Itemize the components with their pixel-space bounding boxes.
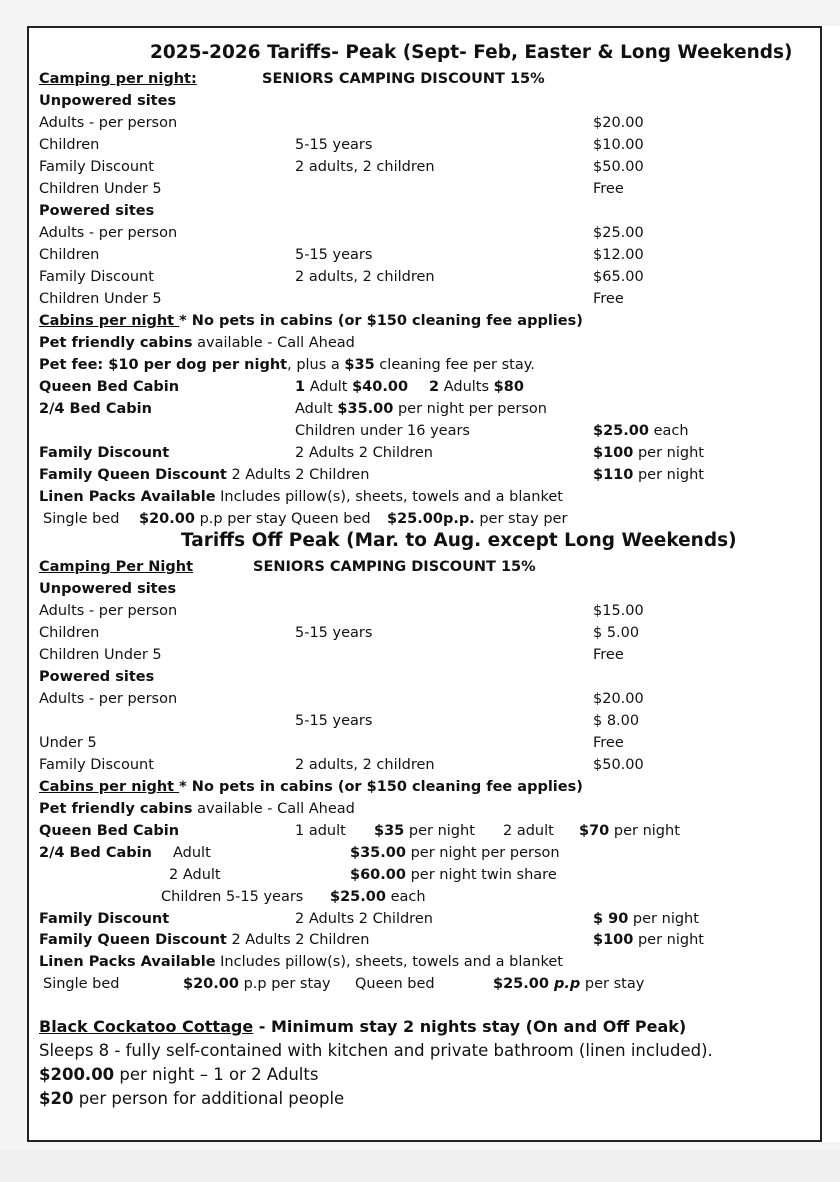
offpeak-fq-price [593, 931, 704, 949]
peak-family-detail: 2 Adults 2 Children [295, 445, 433, 461]
linen-rest: Includes pillow(s), sheets, towels and a blanket [215, 489, 563, 505]
per-night: per night [633, 445, 704, 461]
per-night: per night [628, 911, 699, 927]
detail: 5-15 years [295, 247, 373, 263]
queen-2-price: $70 [579, 823, 610, 839]
offpeak-24bed-price [350, 844, 560, 862]
twin-price: $60.00 [350, 867, 406, 883]
offpeak-family-price [593, 910, 699, 928]
list-item: Adults - per person [39, 691, 178, 707]
linen-rest: Includes pillow(s), sheets, towels and a blanket [215, 954, 563, 970]
pet-fee-mid: , plus a [287, 357, 345, 373]
list-item: Children Under 5 [39, 181, 162, 197]
linen-bold: Linen Packs Available [39, 489, 216, 505]
fq-price: $110 [593, 467, 634, 483]
per-night: per night [609, 823, 680, 839]
queen-1-price: $40.00 [352, 379, 409, 395]
offpeak-fq-line [39, 931, 369, 949]
price: $65.00 [593, 269, 644, 285]
offpeak-24bed-label: 2/4 Bed Cabin [39, 845, 152, 861]
peak-fq-price [593, 466, 704, 484]
peak-pet-friendly [39, 334, 355, 352]
offpeak-queen-label: Queen Bed Cabin [39, 823, 180, 839]
twin-rest: per night twin share [405, 867, 557, 883]
offpeak-single-bed: Single bed [43, 976, 120, 992]
per-night: per night [404, 823, 475, 839]
peak-24bed-label: 2/4 Bed Cabin [39, 401, 152, 417]
bed24-rest: per night per person [405, 845, 560, 861]
price: $10.00 [593, 137, 644, 153]
no-pets-note: * No pets in cabins (or $150 cleaning fee applies) [179, 313, 583, 329]
family-price: $ 90 [593, 911, 629, 927]
each: each [648, 423, 689, 439]
queen-bed-rest: per stay per [474, 511, 568, 527]
cottage-price-1 [39, 1066, 318, 1084]
offpeak-24bed-2adult: 2 Adult [169, 867, 221, 883]
cottage-price2-rest: per person for additional people [73, 1089, 345, 1108]
queen-1: 1 [295, 379, 306, 395]
queen-bed-price: $25.00 [493, 976, 555, 992]
pet-fee-bold: Pet fee: $10 per dog per night [39, 357, 288, 373]
queen-bed-price: $25.00p.p. [387, 511, 475, 527]
per-night: per night [633, 932, 704, 948]
list-item: Children Under 5 [39, 647, 162, 663]
offpeak-24bed-adult: Adult [173, 845, 211, 861]
tariff-document [27, 26, 822, 1142]
queen-bed-rest: per stay [580, 976, 645, 992]
peak-seniors-discount: SENIORS CAMPING DISCOUNT 15% [262, 71, 545, 87]
peak-24bed-price [295, 400, 547, 418]
list-item: Children [39, 137, 100, 153]
children16-price: $25.00 [593, 423, 649, 439]
each: each [385, 889, 426, 905]
right-margin-column [822, 26, 840, 1142]
price: Free [593, 291, 624, 307]
pet-friendly-rest: available - Call Ahead [192, 801, 355, 817]
pet-fee-rest: cleaning fee per stay. [374, 357, 535, 373]
queen-2: 2 [429, 379, 440, 395]
peak-fq-line [39, 466, 369, 484]
cottage-header [39, 1018, 686, 1036]
bed24-adult: Adult [295, 401, 338, 417]
cottage-price1-rest: per night – 1 or 2 Adults [114, 1065, 319, 1084]
bed24-price: $35.00 [350, 845, 406, 861]
peak-children16: Children under 16 years [295, 423, 470, 439]
cabins-label: Cabins per night [39, 313, 180, 329]
peak-pet-fee [39, 356, 535, 374]
detail: 5-15 years [295, 625, 373, 641]
list-item: Family Discount [39, 269, 154, 285]
price: Free [593, 735, 624, 751]
cottage-min-stay: - Minimum stay 2 nights stay (On and Off Peak) [253, 1017, 687, 1036]
peak-title: 2025-2026 Tariffs- Peak (Sept- Feb, Easter & Long Weekends) [150, 42, 793, 63]
linen-bold: Linen Packs Available [39, 954, 216, 970]
peak-queen-bed-price [387, 510, 567, 528]
bottom-shade [0, 1150, 840, 1182]
cottage-price1: $200.00 [39, 1065, 115, 1084]
price: $25.00 [593, 225, 644, 241]
offpeak-pet-friendly [39, 800, 355, 818]
queen-1-price: $35 [374, 823, 405, 839]
list-item: Family Discount [39, 757, 154, 773]
price: Free [593, 181, 624, 197]
list-item: Family Discount [39, 159, 154, 175]
price: $ 5.00 [593, 625, 640, 641]
peak-unpowered-label: Unpowered sites [39, 93, 177, 109]
price: Free [593, 647, 624, 663]
price: $ 8.00 [593, 713, 640, 729]
fq-price: $100 [593, 932, 634, 948]
queen-adults-word: Adults [439, 379, 494, 395]
list-item: Children Under 5 [39, 291, 162, 307]
single-price: $20.00 [139, 511, 195, 527]
offpeak-powered-label: Powered sites [39, 669, 155, 685]
fq-detail: 2 Adults 2 Children [226, 467, 370, 483]
offpeak-cabins-line [39, 778, 583, 796]
offpeak-24bed-twin [350, 866, 557, 884]
cabins-label: Cabins per night [39, 779, 180, 795]
offpeak-queen-2: 2 adult [503, 823, 554, 839]
price: $50.00 [593, 159, 644, 175]
offpeak-family-detail: 2 Adults 2 Children [295, 911, 433, 927]
queen-bed-pp: p.p [554, 976, 581, 992]
peak-single-bed: Single bed [43, 511, 120, 527]
offpeak-queen-1: 1 adult [295, 823, 346, 839]
list-item: Adults - per person [39, 225, 178, 241]
offpeak-queen-1-price [374, 822, 475, 840]
fq-detail: 2 Adults 2 Children [226, 932, 370, 948]
peak-linen [39, 488, 563, 506]
peak-queen-prices [295, 378, 408, 396]
detail: 5-15 years [295, 713, 373, 729]
peak-single-price [139, 510, 287, 528]
detail: 2 adults, 2 children [295, 269, 435, 285]
offpeak-queen-bed: Queen bed [355, 976, 435, 992]
offpeak-title: Tariffs Off Peak (Mar. to Aug. except Long Weekends) [181, 530, 737, 551]
queen-2-price: $80 [493, 379, 524, 395]
price: $20.00 [593, 115, 644, 131]
pet-friendly-bold: Pet friendly cabins [39, 335, 193, 351]
peak-camping-label: Camping per night: [39, 71, 197, 87]
offpeak-single-price [183, 975, 331, 993]
cottage-name: Black Cockatoo Cottage [39, 1017, 254, 1036]
pet-friendly-rest: available - Call Ahead [192, 335, 355, 351]
offpeak-children-line: Children 5-15 years [161, 889, 304, 905]
fq-label: Family Queen Discount [39, 932, 227, 948]
bed24-price: $35.00 [337, 401, 394, 417]
peak-queen-prices-2 [429, 378, 524, 396]
no-pets-note: * No pets in cabins (or $150 cleaning fee applies) [179, 779, 583, 795]
single-rest: p.p per stay [194, 511, 287, 527]
list-item: Under 5 [39, 735, 97, 751]
single-price: $20.00 [183, 976, 239, 992]
list-item: Children [39, 625, 100, 641]
offpeak-family-label: Family Discount [39, 911, 170, 927]
price: $12.00 [593, 247, 644, 263]
fq-label: Family Queen Discount [39, 467, 227, 483]
detail: 2 adults, 2 children [295, 757, 435, 773]
peak-queen-label: Queen Bed Cabin [39, 379, 180, 395]
list-item: Children [39, 247, 100, 263]
list-item: Adults - per person [39, 603, 178, 619]
offpeak-queen-2-price [579, 822, 680, 840]
offpeak-seniors-discount: SENIORS CAMPING DISCOUNT 15% [253, 559, 536, 575]
offpeak-camping-label: Camping Per Night [39, 559, 194, 575]
peak-cabins-line [39, 312, 583, 330]
pet-fee-amount: $35 [344, 357, 375, 373]
single-rest: p.p per stay [238, 976, 331, 992]
per-night: per night [633, 467, 704, 483]
price: $15.00 [593, 603, 644, 619]
offpeak-linen [39, 953, 563, 971]
price: $50.00 [593, 757, 644, 773]
peak-family-label: Family Discount [39, 445, 170, 461]
pet-friendly-bold: Pet friendly cabins [39, 801, 193, 817]
detail: 2 adults, 2 children [295, 159, 435, 175]
offpeak-unpowered-label: Unpowered sites [39, 581, 177, 597]
family-price: $100 [593, 445, 634, 461]
queen-adult-word: Adult [305, 379, 353, 395]
peak-children16-price [593, 422, 689, 440]
price: $20.00 [593, 691, 644, 707]
cottage-price-2 [39, 1090, 344, 1108]
cottage-description: Sleeps 8 - fully self-contained with kitchen and private bathroom (linen included). [39, 1041, 713, 1060]
peak-queen-bed: Queen bed [291, 511, 371, 527]
bed24-rest: per night per person [393, 401, 547, 417]
cottage-price2: $20 [39, 1089, 74, 1108]
peak-family-price [593, 444, 704, 462]
list-item: Adults - per person [39, 115, 178, 131]
detail: 5-15 years [295, 137, 373, 153]
offpeak-queen-bed-price [493, 975, 644, 993]
children-price: $25.00 [330, 889, 386, 905]
offpeak-children-price [330, 888, 426, 906]
peak-powered-label: Powered sites [39, 203, 155, 219]
